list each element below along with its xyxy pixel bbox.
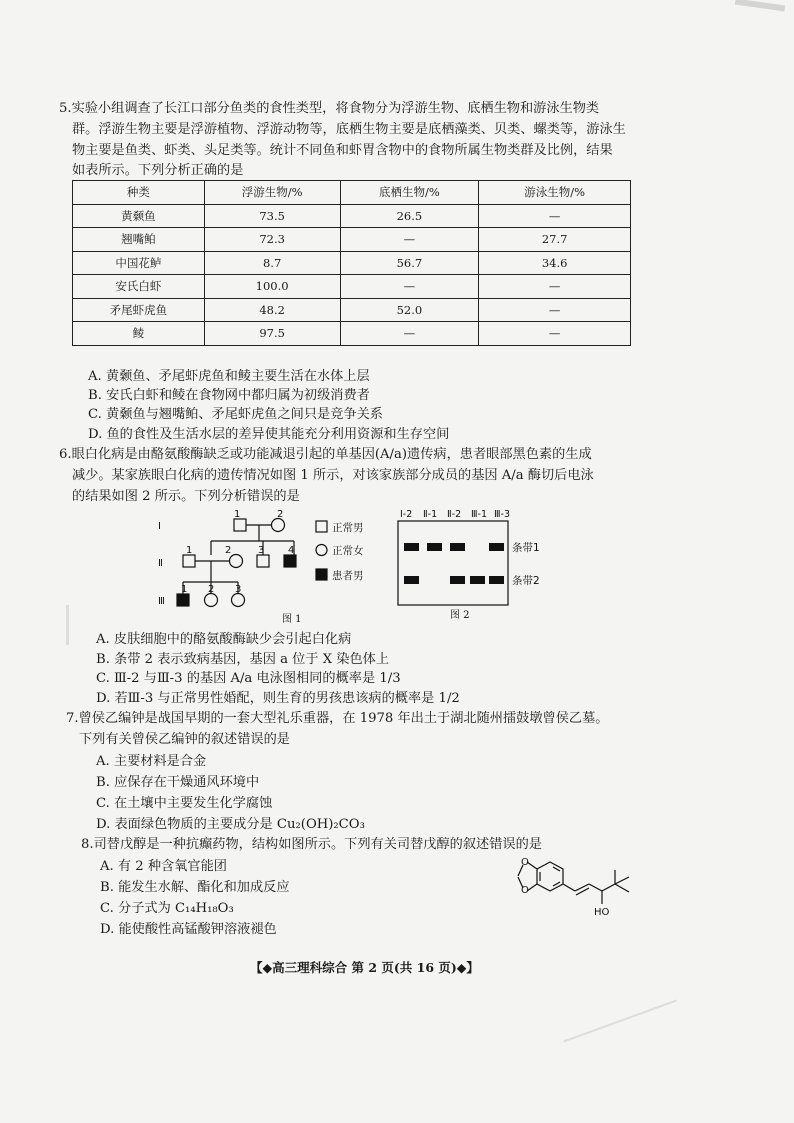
table-cell: 97.5 — [204, 322, 340, 346]
table-cell: 52.0 — [340, 298, 479, 322]
gel-band — [489, 543, 504, 551]
table-cell: 翘嘴鲌 — [73, 228, 205, 252]
gel-band — [489, 576, 504, 584]
gel-band — [450, 543, 465, 551]
gel-lane-label: Ⅱ-2 — [447, 509, 462, 520]
page-footer: 【◆高三理科综合 第 2 页(共 16 页)◆】 — [250, 960, 479, 975]
table-row — [73, 322, 631, 346]
table-cell: 34.6 — [479, 251, 631, 275]
table-cell: 26.5 — [340, 204, 479, 228]
pedigree-num: 4 — [288, 545, 295, 556]
scan-artifact — [735, 0, 785, 11]
pedigree-num: 1 — [234, 509, 241, 520]
gel-band-label: 条带1 — [512, 542, 540, 554]
figure-2-caption: 图 2 — [450, 610, 470, 621]
table-cell: — — [479, 275, 631, 299]
gel-band — [404, 543, 419, 551]
table-header-cell: 游泳生物/% — [479, 181, 631, 205]
pedigree-num: 1 — [186, 545, 193, 556]
pedigree-gen-label: Ⅰ — [158, 521, 161, 532]
pedigree-num: 2 — [277, 509, 284, 520]
structure-label: HO — [594, 907, 610, 918]
q7-option-d: D. 表面绿色物质的主要成分是 Cu₂(OH)₂CO₃ — [96, 817, 365, 832]
oxygen-atom: O — [521, 857, 529, 868]
table-header-cell: 底栖生物/% — [340, 181, 479, 205]
table-cell: 安氏白虾 — [73, 275, 205, 299]
q8-option-d: D. 能使酸性高锰酸钾溶液褪色 — [100, 922, 277, 937]
legend-label: 正常女 — [332, 545, 364, 557]
table-header-row — [73, 181, 631, 205]
table-cell: 黄颡鱼 — [73, 204, 205, 228]
gel-lane-label: Ⅲ-1 — [471, 509, 488, 520]
legend-normal-female-icon — [316, 545, 327, 556]
pedigree-num: 1 — [181, 584, 188, 595]
q8-option-c: C. 分子式为 C₁₄H₁₈O₃ — [100, 901, 234, 916]
gel-lane-label: Ⅰ-2 — [400, 509, 413, 520]
table-row — [73, 275, 631, 299]
q6-line-1: 6.眼白化病是由酪氨酸酶缺乏或功能减退引起的单基因(A/a)遗传病，患者眼部黑色素的生成 — [59, 447, 592, 462]
q7-line-1: 7.曾侯乙编钟是战国早期的一套大型礼乐重器，在 1978 年出土于湖北随州擂鼓墩曾侯乙墓。 — [66, 711, 609, 726]
table-cell: — — [340, 322, 479, 346]
legend-label: 正常男 — [332, 522, 364, 534]
legend-label: 患者男 — [332, 570, 364, 582]
table-cell: 48.2 — [204, 298, 340, 322]
q6-option-c: C. Ⅲ-2 与Ⅲ-3 的基因 A/a 电泳图相同的概率是 1/3 — [96, 671, 401, 686]
table-cell: 72.3 — [204, 228, 340, 252]
pedigree-num: 2 — [225, 545, 232, 556]
scan-artifact — [66, 605, 69, 645]
gel-band — [450, 576, 465, 584]
table-cell: — — [479, 204, 631, 228]
gel-lane-label: Ⅱ-1 — [423, 509, 438, 520]
table-cell: — — [340, 275, 479, 299]
q5-line-1: 5.实验小组调查了长江口部分鱼类的食性类型，将食物分为浮游生物、底栖生物和游泳生物类 — [59, 101, 600, 116]
q5-line-3: 物主要是鱼类、虾类、头足类等。统计不同鱼和虾胃含物中的食物所属生物类群及比例，结果 — [72, 143, 613, 158]
q8-line-1: 8.司替戊醇是一种抗癫药物，结构如图所示。下列有关司替戊醇的叙述错误的是 — [81, 837, 542, 852]
scan-artifact — [563, 1000, 676, 1043]
pedigree-num: 3 — [235, 584, 242, 595]
table-cell: 56.7 — [340, 251, 479, 275]
table-header-cell: 浮游生物/% — [204, 181, 340, 205]
q7-line-2: 下列有关曾侯乙编钟的叙述错误的是 — [79, 732, 290, 747]
q5-line-4: 如表所示。下列分析正确的是 — [72, 163, 244, 178]
table-cell: — — [479, 322, 631, 346]
table-cell: 矛尾虾虎鱼 — [73, 298, 205, 322]
table-cell: 中国花鲈 — [73, 251, 205, 275]
q5-option-b: B. 安氏白虾和鲮在食物网中都归属为初级消费者 — [88, 388, 370, 403]
pedigree-gen-label: Ⅱ — [158, 558, 163, 569]
q8-option-b: B. 能发生水解、酯化和加成反应 — [100, 880, 290, 895]
q5-option-d: D. 鱼的食性及生活水层的差异使其能充分利用资源和生存空间 — [88, 427, 450, 442]
table-cell: 27.7 — [479, 228, 631, 252]
table-row — [73, 298, 631, 322]
table-cell: 鲮 — [73, 322, 205, 346]
stiripentol-structure — [505, 848, 655, 928]
gel-band-label: 条带2 — [512, 575, 540, 587]
gel-lane-label: Ⅲ-3 — [494, 509, 511, 520]
gel-band — [404, 576, 419, 584]
q6-option-b: B. 条带 2 表示致病基因，基因 a 位于 X 染色体上 — [96, 652, 390, 667]
q5-line-2: 群。浮游生物主要是浮游植物、浮游动物等，底栖生物主要是底栖藻类、贝类、螺类等，游泳生 — [72, 122, 626, 137]
table-row — [73, 228, 631, 252]
table-cell: — — [340, 228, 479, 252]
table-cell: 73.5 — [204, 204, 340, 228]
table-header-cell: 种类 — [73, 181, 205, 205]
pedigree-figure — [150, 506, 370, 626]
q5-option-c: C. 黄颡鱼与翘嘴鲌、矛尾虾虎鱼之间只是竞争关系 — [88, 407, 383, 422]
gel-frame — [398, 521, 508, 605]
pedigree-num: 2 — [208, 584, 215, 595]
q7-option-b: B. 应保存在干燥通风环境中 — [96, 775, 260, 790]
q6-line-3: 的结果如图 2 所示。下列分析错误的是 — [72, 489, 300, 504]
q7-option-c: C. 在土壤中主要发生化学腐蚀 — [96, 796, 273, 811]
gel-band — [427, 543, 442, 551]
gel-band — [470, 576, 485, 584]
q7-option-a: A. 主要材料是合金 — [96, 754, 207, 769]
table-cell: 8.7 — [204, 251, 340, 275]
q6-line-2: 减少。某家族眼白化病的遗传情况如图 1 所示，对该家族部分成员的基因 A/a 酶切后电泳 — [72, 468, 594, 483]
q6-option-d: D. 若Ⅲ-3 与正常男性婚配，则生育的男孩患该病的概率是 1/2 — [96, 691, 460, 706]
table-row — [73, 251, 631, 275]
oxygen-atom: O — [521, 885, 529, 896]
legend-normal-male-icon — [316, 521, 327, 532]
q5-option-a: A. 黄颡鱼、矛尾虾虎鱼和鲮主要生活在水体上层 — [88, 369, 370, 384]
pedigree-gen-label: Ⅲ — [158, 596, 165, 607]
q6-option-a: A. 皮肤细胞中的酪氨酸酶缺少会引起白化病 — [96, 632, 352, 647]
q8-option-a: A. 有 2 种含氧官能团 — [100, 859, 227, 874]
pedigree-num: 3 — [258, 545, 265, 556]
electrophoresis-figure — [395, 506, 555, 626]
table-cell: — — [479, 298, 631, 322]
table-row — [73, 204, 631, 228]
legend-affected-male-icon — [316, 569, 327, 580]
table-cell: 100.0 — [204, 275, 340, 299]
figure-1-caption: 图 1 — [282, 614, 302, 625]
q5-data-table — [72, 180, 631, 346]
